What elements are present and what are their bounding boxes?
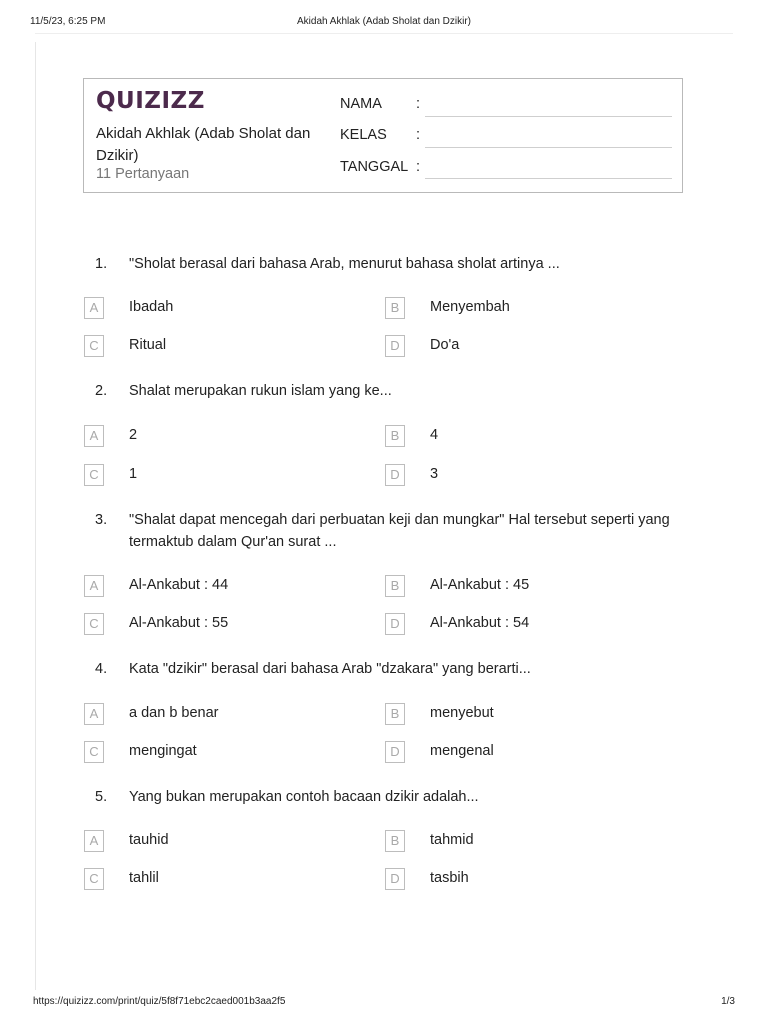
question-number: 1.: [95, 256, 108, 272]
option-b-text: tahmid: [430, 832, 474, 848]
option-d-text: tasbih: [430, 870, 469, 886]
option-c-text: 1: [129, 466, 138, 482]
option-c-text: Ritual: [129, 337, 167, 353]
question-text: "Sholat berasal dari bahasa Arab, menurut bahasa sholat artinya ...: [129, 256, 560, 272]
option-a-text: Al-Ankabut : 44: [129, 577, 229, 593]
option-a-text: a dan b benar: [129, 705, 219, 721]
print-url: https://quizizz.com/print/quiz/5f8f71ebc2caed001b3aa2f5: [33, 996, 286, 1007]
option-c-text: mengingat: [129, 743, 197, 759]
option-c-box[interactable]: C: [84, 464, 104, 486]
option-b-box[interactable]: B: [385, 830, 405, 852]
quiz-header-box: [83, 78, 683, 193]
page-edge-left: [35, 42, 36, 990]
class-label: KELAS: [340, 127, 387, 143]
class-field-line[interactable]: [425, 147, 672, 148]
name-colon: :: [416, 96, 421, 112]
option-d-text: Al-Ankabut : 54: [430, 615, 530, 631]
option-a-box[interactable]: A: [84, 703, 104, 725]
option-b-text: Al-Ankabut : 45: [430, 577, 530, 593]
page-edge-top: [35, 33, 733, 34]
option-d-text: mengenal: [430, 743, 494, 759]
option-b-box[interactable]: B: [385, 575, 405, 597]
option-b-text: Menyembah: [430, 299, 510, 315]
option-b-box[interactable]: B: [385, 703, 405, 725]
quizizz-logo: QUIZIZZ: [96, 88, 205, 114]
question-3: [95, 509, 675, 553]
option-a-text: 2: [129, 427, 138, 443]
question-number: 5.: [95, 789, 108, 805]
question-count: 11 Pertanyaan: [96, 166, 190, 182]
print-date: 11/5/23, 6:25 PM: [30, 16, 106, 27]
option-a-text: Ibadah: [129, 299, 174, 315]
option-b-box[interactable]: B: [385, 425, 405, 447]
option-b-text: 4: [430, 427, 439, 443]
option-a-box[interactable]: A: [84, 830, 104, 852]
question-text: Yang bukan merupakan contoh bacaan dzikir adalah...: [129, 789, 479, 805]
option-c-text: tahlil: [129, 870, 159, 886]
option-a-box[interactable]: A: [84, 575, 104, 597]
option-a-box[interactable]: A: [84, 297, 104, 319]
date-field-line[interactable]: [425, 178, 672, 179]
question-number: 2.: [95, 383, 108, 399]
question-number: 3.: [95, 512, 108, 528]
option-a-text: tauhid: [129, 832, 169, 848]
print-footer: [33, 996, 735, 1010]
quiz-title: Akidah Akhlak (Adab Sholat dan Dzikir): [96, 125, 311, 164]
option-c-text: Al-Ankabut : 55: [129, 615, 229, 631]
option-a-box[interactable]: A: [84, 425, 104, 447]
option-c-box[interactable]: C: [84, 613, 104, 635]
option-c-box[interactable]: C: [84, 868, 104, 890]
question-number: 4.: [95, 661, 108, 677]
option-d-box[interactable]: D: [385, 335, 405, 357]
date-colon: :: [416, 159, 421, 175]
question-text: Kata "dzikir" berasal dari bahasa Arab "dzakara" yang berarti...: [129, 661, 531, 677]
option-d-text: 3: [430, 466, 439, 482]
option-d-box[interactable]: D: [385, 741, 405, 763]
class-colon: :: [416, 127, 421, 143]
option-d-box[interactable]: D: [385, 613, 405, 635]
option-b-text: menyebut: [430, 705, 494, 721]
option-b-box[interactable]: B: [385, 297, 405, 319]
question-text: "Shalat dapat mencegah dari perbuatan keji dan mungkar" Hal tersebut seperti yang termaktub dalam Qur'an surat ...: [129, 512, 670, 550]
option-d-box[interactable]: D: [385, 464, 405, 486]
option-d-box[interactable]: D: [385, 868, 405, 890]
name-field-line[interactable]: [425, 116, 672, 117]
name-label: NAMA: [340, 96, 382, 112]
date-label: TANGGAL: [340, 159, 409, 175]
print-document-title: Akidah Akhlak (Adab Sholat dan Dzikir): [297, 16, 471, 27]
option-c-box[interactable]: C: [84, 335, 104, 357]
print-header: [30, 16, 738, 30]
option-c-box[interactable]: C: [84, 741, 104, 763]
page-number: 1/3: [721, 996, 735, 1007]
option-d-text: Do'a: [430, 337, 460, 353]
question-text: Shalat merupakan rukun islam yang ke...: [129, 383, 392, 399]
